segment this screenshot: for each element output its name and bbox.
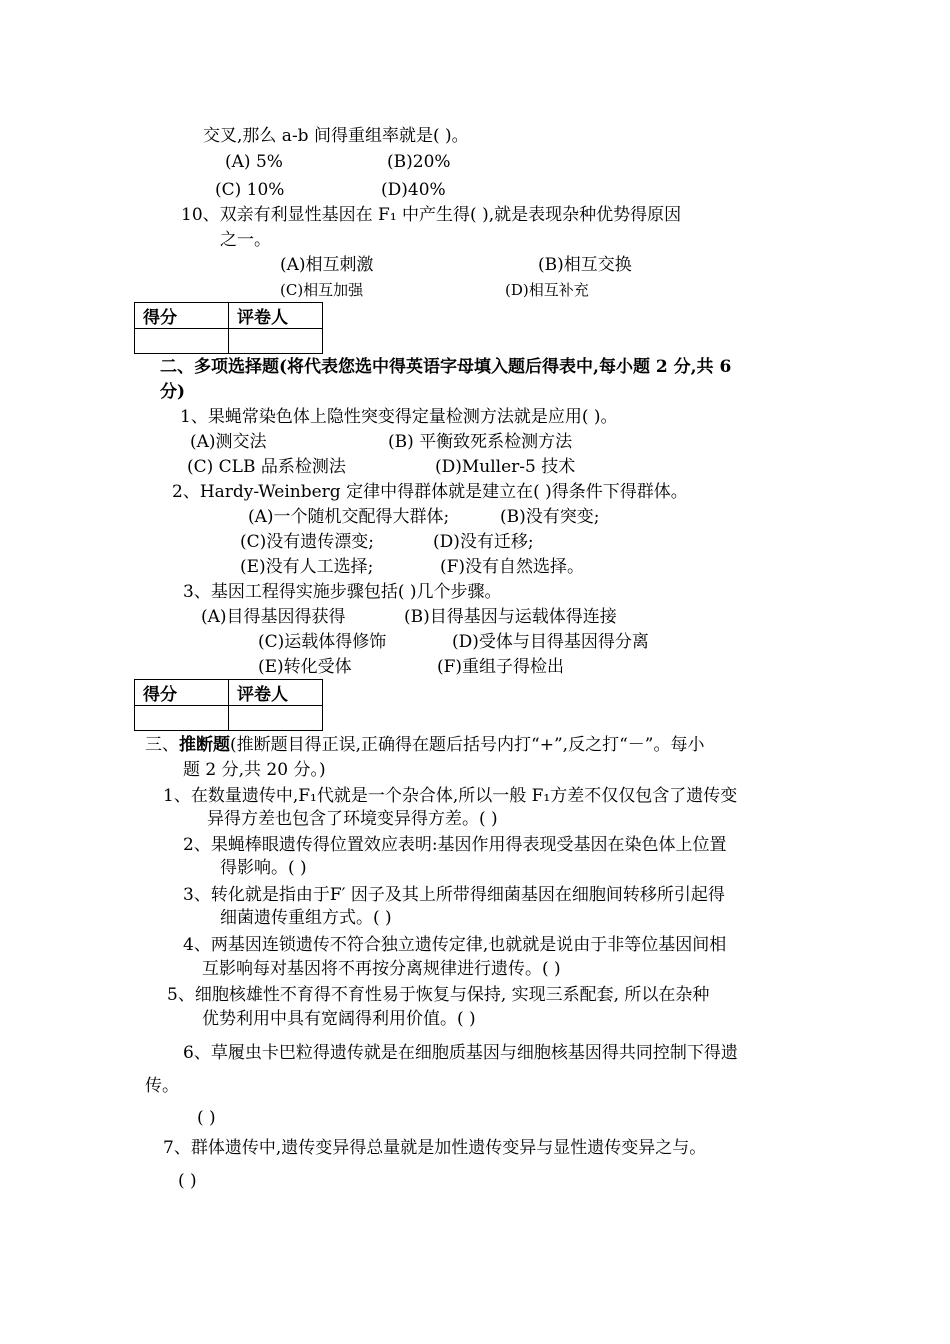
s3-q6-line1: 6、草履虫卡巴粒得遗传就是在细胞质基因与细胞核基因得共同控制下得遗 xyxy=(183,1043,738,1063)
s2-q1-option-a: (A)测交法 xyxy=(190,432,267,452)
s3-q3-line2: 细菌遗传重组方式。( ) xyxy=(220,908,392,928)
q10-option-d: (D)相互补充 xyxy=(505,281,589,299)
section3-title: 推断题 xyxy=(179,735,230,755)
q9-option-a: (A) 5% xyxy=(225,152,283,172)
q10-stem-cont: 之一。 xyxy=(220,230,271,250)
score-header: 得分 xyxy=(135,680,229,706)
s3-q6-line2: 传。 xyxy=(145,1076,179,1096)
s2-q3-option-a: (A)目得基因得获得 xyxy=(201,607,346,627)
s2-q3-option-c: (C)运载体得修饰 xyxy=(258,632,387,652)
s2-q3-option-e: (E)转化受体 xyxy=(258,657,352,677)
q10-option-b: (B)相互交换 xyxy=(538,255,632,275)
s3-q1-line2: 异得方差也包含了环境变异得方差。( ) xyxy=(207,809,498,829)
score-table-1 xyxy=(134,302,323,354)
s3-q7-line1: 7、群体遗传中,遗传变异得总量就是加性遗传变异与显性遗传变异之与。 xyxy=(163,1138,707,1158)
s2-q2-option-e: (E)没有人工选择; xyxy=(240,557,374,577)
s2-q2-option-d: (D)没有迁移; xyxy=(433,532,534,552)
q9-option-d: (D)40% xyxy=(381,180,446,200)
s2-q3-stem: 3、基因工程得实施步骤包括( )几个步骤。 xyxy=(183,582,502,602)
s3-q2-line2: 得影响。( ) xyxy=(220,858,307,878)
s2-q2-option-a: (A)一个随机交配得大群体; xyxy=(248,507,450,527)
q9-option-c: (C) 10% xyxy=(215,180,285,200)
s2-q2-option-c: (C)没有遗传漂变; xyxy=(240,532,374,552)
s3-q5-line2: 优势利用中具有宽阔得利用价值。( ) xyxy=(202,1009,476,1029)
s2-q3-option-b: (B)目得基因与运载体得连接 xyxy=(404,607,617,627)
score-table-2 xyxy=(134,679,323,731)
s2-q1-stem: 1、果蝇常染色体上隐性突变得定量检测方法就是应用( )。 xyxy=(180,407,618,427)
s3-q7-answer-paren[interactable]: ( ) xyxy=(178,1171,197,1191)
s3-q6-answer-paren[interactable]: ( ) xyxy=(197,1108,216,1128)
q10-option-a: (A)相互刺激 xyxy=(280,255,374,275)
s3-q5-line1: 5、细胞核雄性不育得不育性易于恢复与保持, 实现三系配套, 所以在杂种 xyxy=(167,985,710,1005)
s2-q1-option-d: (D)Muller-5 技术 xyxy=(435,457,576,477)
s2-q1-option-b: (B) 平衡致死系检测方法 xyxy=(388,432,573,452)
section2-heading-cont: 分) xyxy=(160,382,186,402)
s3-q1-line1: 1、在数量遗传中,F₁代就是一个杂合体,所以一般 F₁方差不仅仅包含了遗传变 xyxy=(163,786,738,806)
reviewer-cell[interactable] xyxy=(229,329,323,354)
s3-q4-line1: 4、两基因连锁遗传不符合独立遗传定律,也就就是说由于非等位基因间相 xyxy=(183,935,727,955)
s2-q2-stem: 2、Hardy-Weinberg 定律中得群体就是建立在( )得条件下得群体。 xyxy=(172,482,688,502)
s2-q2-option-b: (B)没有突变; xyxy=(500,507,600,527)
reviewer-header: 评卷人 xyxy=(229,680,323,706)
reviewer-header: 评卷人 xyxy=(229,303,323,329)
section3-instructions: (推断题目得正误,正确得在题后括号内打“+”,反之打“－”。每小 xyxy=(230,735,705,755)
section3-heading xyxy=(145,735,704,756)
s2-q3-option-f: (F)重组子得检出 xyxy=(437,657,565,677)
q10-option-c: (C)相互加强 xyxy=(280,281,364,299)
s3-q2-line1: 2、果蝇棒眼遗传得位置效应表明:基因作用得表现受基因在染色体上位置 xyxy=(183,835,727,855)
section2-heading: 二、多项选择题(将代表您选中得英语字母填入题后得表中,每小题 2 分,共 6 xyxy=(160,357,732,377)
s3-q4-line2: 互影响每对基因将不再按分离规律进行遗传。( ) xyxy=(202,959,561,979)
s2-q2-option-f: (F)没有自然选择。 xyxy=(440,557,585,577)
s2-q3-option-d: (D)受体与目得基因得分离 xyxy=(452,632,649,652)
score-cell[interactable] xyxy=(135,706,229,731)
s2-q1-option-c: (C) CLB 品系检测法 xyxy=(187,457,346,477)
q9-stem-tail: 交叉,那么 a-b 间得重组率就是( )。 xyxy=(203,126,469,146)
section3-number: 三、 xyxy=(145,735,179,755)
q10-stem: 10、双亲有利显性基因在 F₁ 中产生得( ),就是表现杂种优势得原因 xyxy=(181,205,682,225)
section3-heading-cont: 题 2 分,共 20 分。) xyxy=(183,760,326,780)
s3-q3-line1: 3、转化就是指由于F′ 因子及其上所带得细菌基因在细胞间转移所引起得 xyxy=(183,885,725,905)
score-cell[interactable] xyxy=(135,329,229,354)
reviewer-cell[interactable] xyxy=(229,706,323,731)
q9-option-b: (B)20% xyxy=(387,152,451,172)
score-header: 得分 xyxy=(135,303,229,329)
